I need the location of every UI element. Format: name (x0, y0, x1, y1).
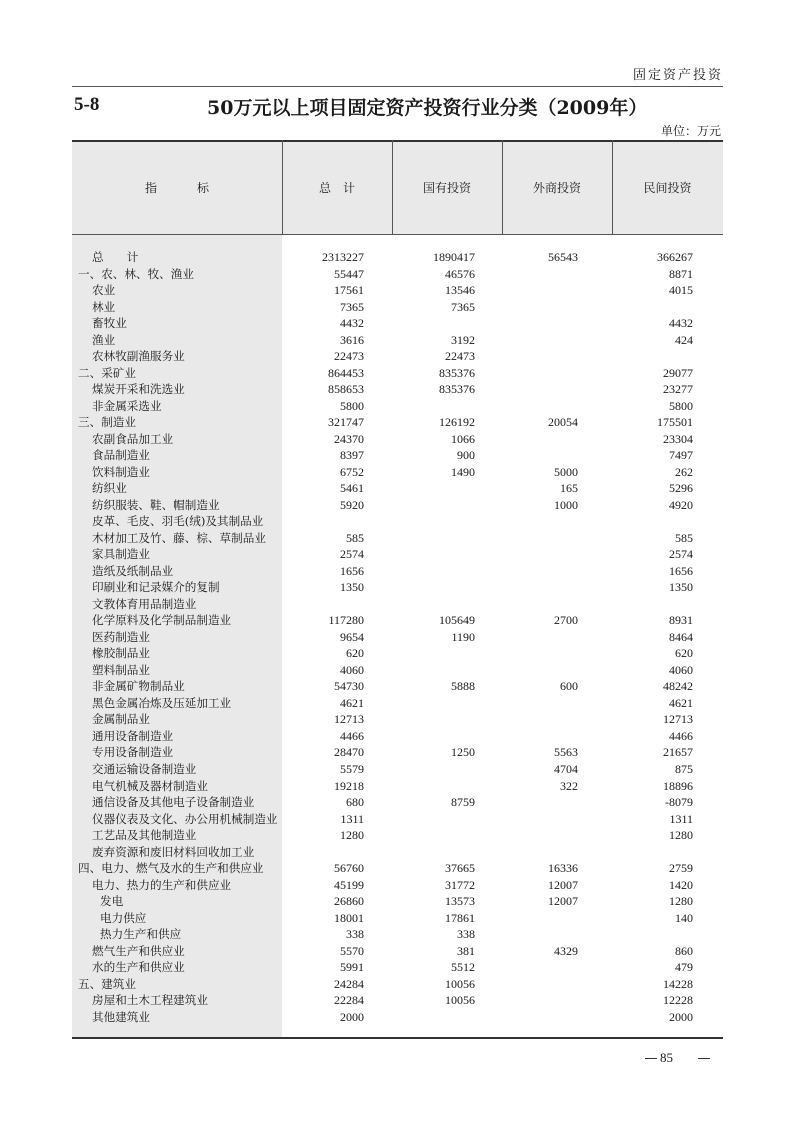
cell-private: 8871 (669, 266, 693, 281)
cell-foreign: 5000 (554, 464, 578, 479)
cell-total: 5461 (340, 481, 364, 496)
row-label: 食品制造业 (92, 448, 150, 463)
cell-total: 45199 (334, 877, 364, 892)
cell-total: 4060 (340, 662, 364, 677)
row-label: 工艺品及其他制造业 (92, 828, 197, 843)
cell-state: 338 (457, 927, 475, 942)
row-label: 农副食品加工业 (92, 431, 174, 446)
cell-state: 835376 (439, 382, 475, 397)
cell-private: 4015 (669, 283, 693, 298)
cell-private: 620 (675, 646, 693, 661)
row-label: 煤炭开采和洗选业 (92, 382, 185, 397)
table-row (72, 464, 723, 481)
cell-private: 479 (675, 960, 693, 975)
cell-total: 338 (346, 927, 364, 942)
cell-total: 5570 (340, 943, 364, 958)
cell-state: 900 (457, 448, 475, 463)
column-header-index (72, 140, 282, 234)
cell-total: 2000 (340, 1009, 364, 1024)
cell-total: 24370 (334, 431, 364, 446)
cell-total: 5991 (340, 960, 364, 975)
column-header-index-char: 指 (144, 180, 157, 195)
column-header-total: 总 计 (318, 180, 355, 195)
cell-total: 17561 (334, 283, 364, 298)
table-row (72, 414, 723, 431)
cell-private: 23304 (663, 431, 693, 446)
row-label: 木材加工及竹、藤、棕、草制品业 (92, 530, 266, 545)
cell-total: 3616 (340, 332, 364, 347)
cell-state: 46576 (445, 266, 475, 281)
cell-total: 28470 (334, 745, 364, 760)
cell-state: 5512 (451, 960, 475, 975)
cell-total: 1656 (340, 563, 364, 578)
cell-total: 18001 (334, 910, 364, 925)
cell-private: 4466 (669, 728, 693, 743)
row-label: 通用设备制造业 (92, 728, 174, 743)
table-row (72, 877, 723, 894)
cell-total: 7365 (340, 299, 364, 314)
table-row (72, 546, 723, 563)
cell-total: 5800 (340, 398, 364, 413)
row-label: 饮料制造业 (92, 464, 150, 479)
cell-state: 835376 (439, 365, 475, 380)
cell-private: 860 (675, 943, 693, 958)
table-row (72, 893, 723, 910)
row-label: 医药制造业 (92, 629, 150, 644)
cell-private: 1350 (669, 580, 693, 595)
cell-state: 126192 (439, 415, 475, 430)
cell-total: 864453 (328, 365, 364, 380)
row-label: 塑料制品业 (92, 662, 150, 677)
cell-foreign: 1000 (554, 497, 578, 512)
cell-private: 8931 (669, 613, 693, 628)
row-label: 一、农、林、牧、渔业 (78, 266, 194, 281)
cell-foreign: 322 (560, 778, 578, 793)
cell-total: 1280 (340, 828, 364, 843)
table-row (72, 728, 723, 745)
table-row (72, 1009, 723, 1026)
table-row (72, 860, 723, 877)
table-row (72, 761, 723, 778)
cell-private: 1656 (669, 563, 693, 578)
cell-private: 14228 (663, 976, 693, 991)
cell-total: 9654 (340, 629, 364, 644)
row-label: 林业 (92, 299, 116, 314)
cell-state: 10056 (445, 976, 475, 991)
table-row (72, 678, 723, 695)
cell-state: 1250 (451, 745, 475, 760)
cell-private: 8464 (669, 629, 693, 644)
table-row (72, 612, 723, 629)
cell-private: 4432 (669, 316, 693, 331)
column-header-state: 国有投资 (422, 180, 471, 195)
table-row (72, 332, 723, 349)
top-rule (72, 86, 723, 87)
cell-total: 22284 (334, 993, 364, 1008)
cell-private: 5800 (669, 398, 693, 413)
cell-state: 5888 (451, 679, 475, 694)
row-label: 专用设备制造业 (92, 745, 174, 760)
table-row (72, 530, 723, 547)
table-row (72, 266, 723, 283)
cell-total: 55447 (334, 266, 364, 281)
cell-state: 31772 (445, 877, 475, 892)
row-label: 发电 (100, 894, 124, 909)
cell-total: 6752 (340, 464, 364, 479)
cell-private: 175501 (657, 415, 693, 430)
cell-private: 2000 (669, 1009, 693, 1024)
row-label: 文教体育用品制造业 (92, 596, 197, 611)
row-label: 电力、热力的生产和供应业 (92, 877, 232, 892)
table-row (72, 943, 723, 960)
cell-state: 7365 (451, 299, 475, 314)
table-row (72, 596, 723, 613)
row-label: 渔业 (92, 332, 116, 347)
cell-private: 875 (675, 761, 693, 776)
cell-total: 56760 (334, 861, 364, 876)
cell-foreign: 2700 (554, 613, 578, 628)
table-row (72, 744, 723, 761)
table-row (72, 398, 723, 415)
cell-foreign: 20054 (548, 415, 578, 430)
cell-state: 1490 (451, 464, 475, 479)
row-label: 造纸及纸制品业 (92, 563, 174, 578)
table-row (72, 976, 723, 993)
table-row (72, 299, 723, 316)
unit-label: 单位：万元 (660, 124, 721, 138)
row-label: 燃气生产和供应业 (92, 943, 185, 958)
page-number: 85 (660, 1050, 673, 1065)
table-row (72, 794, 723, 811)
table-row (72, 778, 723, 795)
table-row (72, 827, 723, 844)
cell-foreign: 12007 (548, 894, 578, 909)
row-label: 电气机械及器材制造业 (92, 778, 208, 793)
cell-private: 29077 (663, 365, 693, 380)
row-label: 黑色金属冶炼及压延加工业 (92, 695, 232, 710)
table-row (72, 695, 723, 712)
cell-total: 4432 (340, 316, 364, 331)
footer-dash (645, 1058, 657, 1059)
cell-foreign: 4704 (554, 761, 578, 776)
row-label: 农林牧副渔服务业 (92, 349, 185, 364)
table-row (72, 563, 723, 580)
cell-total: 4466 (340, 728, 364, 743)
column-header-foreign: 外商投资 (532, 180, 581, 195)
row-label: 电力供应 (100, 910, 147, 925)
cell-state: 1066 (451, 431, 475, 446)
cell-state: 105649 (439, 613, 475, 628)
column-header-index-char: 标 (197, 180, 210, 195)
cell-state: 1190 (451, 629, 475, 644)
row-label: 纺织服装、鞋、帽制造业 (92, 497, 220, 512)
cell-total: 12713 (334, 712, 364, 727)
row-label: 印刷业和记录媒介的复制 (92, 580, 220, 595)
cell-foreign: 5563 (554, 745, 578, 760)
cell-total: 19218 (334, 778, 364, 793)
row-label: 非金属矿物制品业 (92, 679, 185, 694)
cell-total: 54730 (334, 679, 364, 694)
cell-private: 262 (675, 464, 693, 479)
row-label: 水的生产和供应业 (92, 960, 185, 975)
column-header-private: 民间投资 (643, 180, 692, 195)
table-row (72, 629, 723, 646)
row-label: 化学原料及化学制品制造业 (92, 613, 232, 628)
cell-state: 8759 (451, 795, 475, 810)
table-row (72, 431, 723, 448)
row-label: 三、制造业 (78, 415, 136, 430)
cell-total: 321747 (328, 415, 364, 430)
row-label: 热力生产和供应 (100, 927, 182, 942)
row-label: 非金属采选业 (92, 398, 162, 413)
row-label: 皮革、毛皮、羽毛(绒)及其制品业 (92, 514, 264, 529)
cell-private: 1280 (669, 828, 693, 843)
table-row (72, 645, 723, 662)
cell-state: 22473 (445, 349, 475, 364)
cell-total: 1311 (340, 811, 364, 826)
table-row (72, 959, 723, 976)
table-row (72, 447, 723, 464)
cell-private: 18896 (663, 778, 693, 793)
cell-foreign: 600 (560, 679, 578, 694)
row-label: 五、建筑业 (78, 976, 136, 991)
table-row (72, 497, 723, 514)
cell-total: 22473 (334, 349, 364, 364)
cell-total: 117280 (328, 613, 364, 628)
table-bottom-rule (72, 1037, 723, 1039)
table-row (72, 348, 723, 365)
cell-state: 13573 (445, 894, 475, 909)
cell-private: 5296 (669, 481, 693, 496)
table-row (72, 282, 723, 299)
table-row (72, 910, 723, 927)
row-label: 橡胶制品业 (92, 646, 150, 661)
row-label: 交通运输设备制造业 (92, 761, 197, 776)
cell-foreign: 16336 (548, 861, 578, 876)
cell-private: 2759 (669, 861, 693, 876)
table-row (72, 249, 723, 266)
cell-total: 1350 (340, 580, 364, 595)
table-row (72, 381, 723, 398)
footer-dash (698, 1058, 710, 1059)
table-row (72, 811, 723, 828)
cell-private: 48242 (663, 679, 693, 694)
cell-total: 2313227 (322, 250, 364, 264)
row-label: 通信设备及其他电子设备制造业 (92, 795, 255, 810)
row-label: 四、电力、燃气及水的生产和供应业 (78, 861, 264, 876)
cell-total: 26860 (334, 894, 364, 909)
cell-private: 4920 (669, 497, 693, 512)
section-header: 固定资产投资 (632, 68, 723, 83)
cell-foreign: 165 (560, 481, 578, 496)
cell-private: -8079 (665, 795, 693, 810)
cell-private: 7497 (669, 448, 693, 463)
cell-private: 585 (675, 530, 693, 545)
cell-private: 366267 (657, 250, 693, 264)
cell-state: 37665 (445, 861, 475, 876)
cell-state: 381 (457, 943, 475, 958)
row-label: 农业 (92, 283, 116, 298)
table-row (72, 579, 723, 596)
table-row (72, 662, 723, 679)
table-row (72, 513, 723, 530)
cell-total: 24284 (334, 976, 364, 991)
row-label: 二、采矿业 (78, 365, 136, 380)
header-bottom-rule (72, 234, 723, 235)
cell-private: 1420 (669, 877, 693, 892)
table-row (72, 711, 723, 728)
table-row (72, 480, 723, 497)
cell-foreign: 12007 (548, 877, 578, 892)
cell-state: 13546 (445, 283, 475, 298)
cell-private: 21657 (663, 745, 693, 760)
cell-total: 585 (346, 530, 364, 545)
table-row (72, 365, 723, 382)
cell-private: 2574 (669, 547, 693, 562)
table-title: 50万元以上项目固定资产投资行业分类（2009年） (207, 97, 648, 119)
cell-total: 5920 (340, 497, 364, 512)
table-number: 5-8 (74, 94, 100, 115)
cell-state: 3192 (451, 332, 475, 347)
cell-total: 5579 (340, 761, 364, 776)
cell-private: 140 (675, 910, 693, 925)
table-row (72, 926, 723, 943)
table-row (72, 844, 723, 861)
table-body (72, 249, 723, 1025)
row-label: 畜牧业 (92, 316, 127, 331)
cell-foreign: 4329 (554, 943, 578, 958)
cell-private: 1280 (669, 894, 693, 909)
cell-total: 8397 (340, 448, 364, 463)
cell-state: 10056 (445, 993, 475, 1008)
row-label: 其他建筑业 (92, 1009, 150, 1024)
table-row (72, 315, 723, 332)
cell-total: 620 (346, 646, 364, 661)
cell-total: 2574 (340, 547, 364, 562)
cell-private: 424 (675, 332, 693, 347)
row-label: 纺织业 (92, 481, 127, 496)
cell-private: 12713 (663, 712, 693, 727)
row-label: 总 计 (92, 250, 139, 264)
row-label: 废弃资源和废旧材料回收加工业 (92, 844, 255, 859)
row-label: 房屋和土木工程建筑业 (92, 993, 208, 1008)
cell-total: 858653 (328, 382, 364, 397)
cell-private: 1311 (669, 811, 693, 826)
cell-private: 12228 (663, 993, 693, 1008)
cell-foreign: 56543 (548, 250, 578, 264)
row-label: 家具制造业 (92, 547, 150, 562)
cell-private: 4060 (669, 662, 693, 677)
cell-total: 4621 (340, 695, 364, 710)
cell-private: 4621 (669, 695, 693, 710)
cell-private: 23277 (663, 382, 693, 397)
cell-total: 680 (346, 795, 364, 810)
row-label: 金属制品业 (92, 712, 150, 727)
table-row (72, 992, 723, 1009)
cell-state: 1890417 (433, 250, 475, 264)
cell-state: 17861 (445, 910, 475, 925)
row-label: 仪器仪表及文化、办公用机械制造业 (92, 811, 278, 826)
